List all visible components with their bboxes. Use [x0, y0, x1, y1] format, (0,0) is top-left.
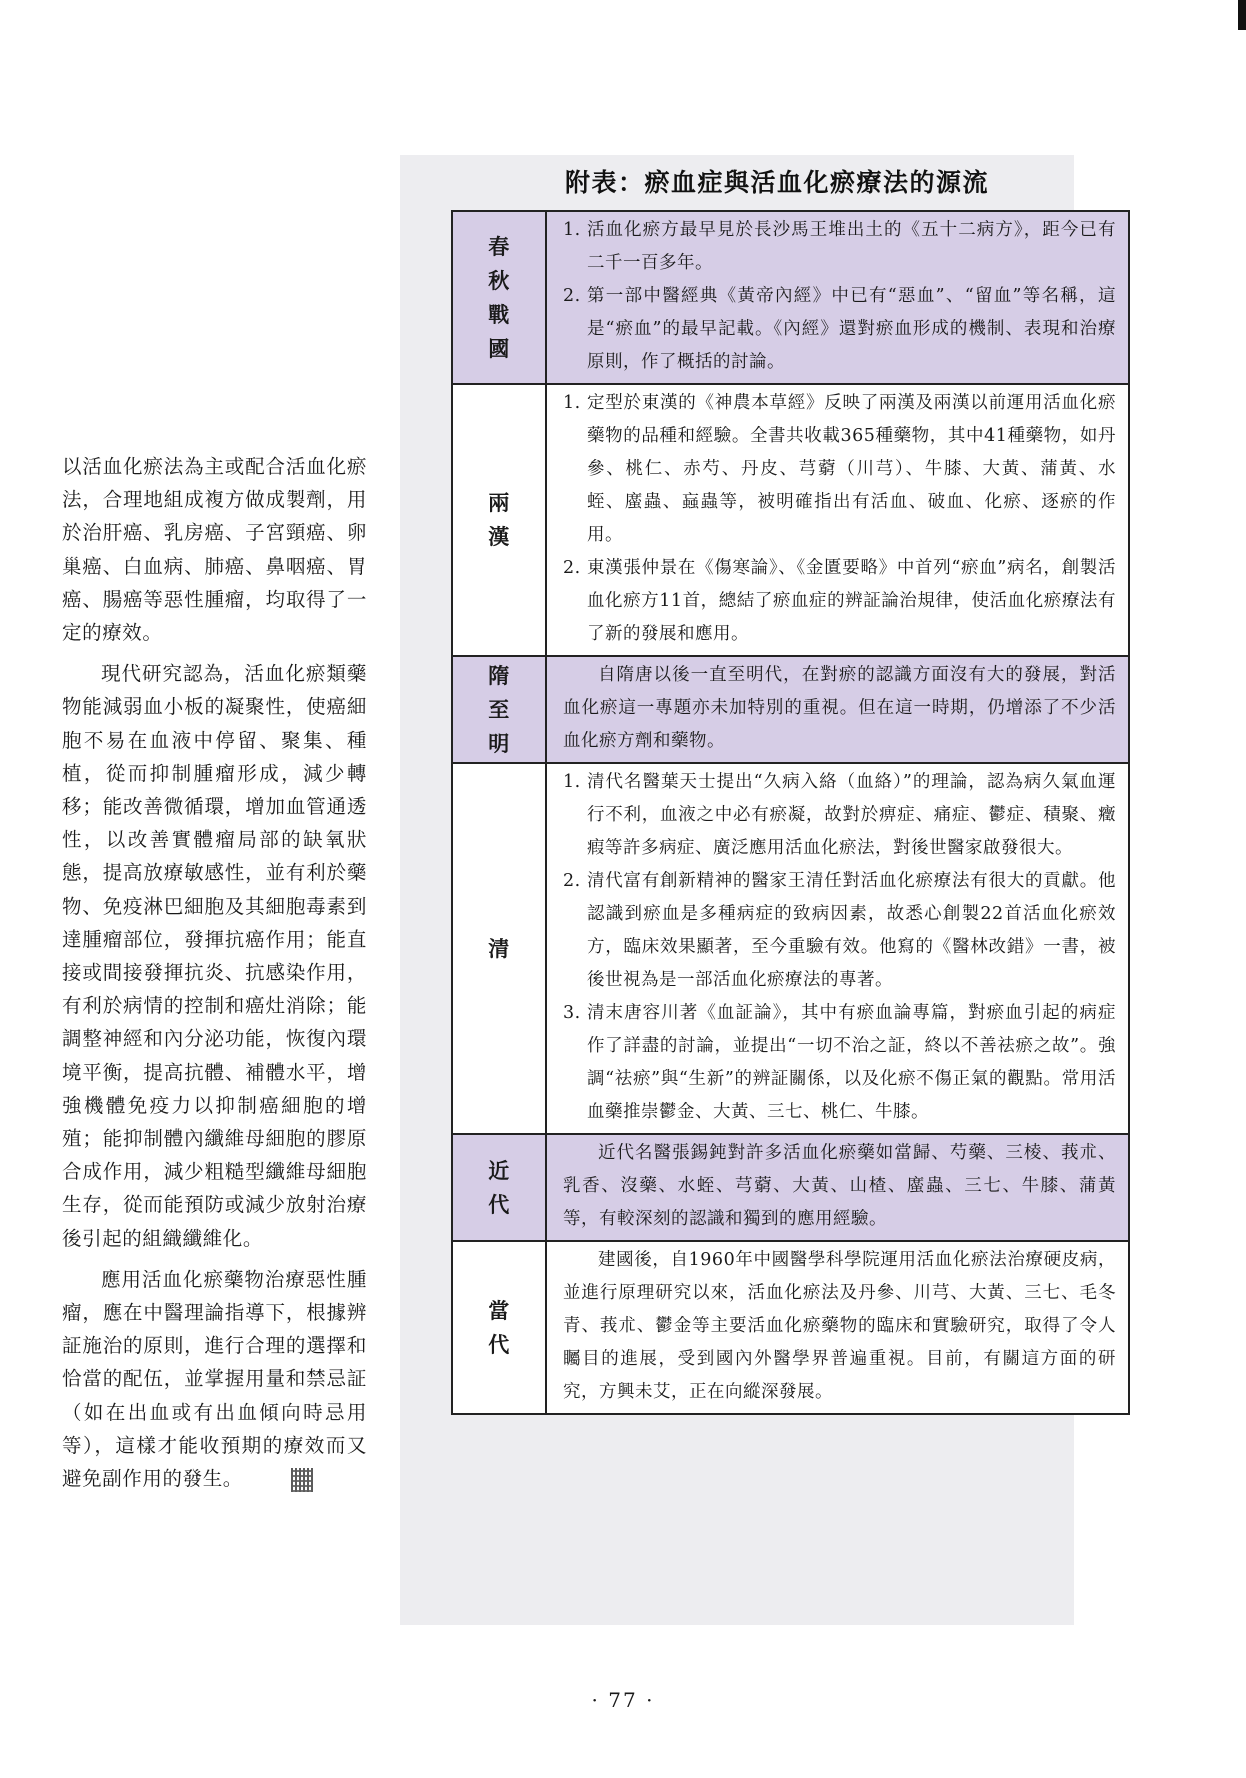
item-number: 3.	[563, 1003, 581, 1023]
page-number: · 77 ·	[591, 1688, 655, 1712]
era-char: 春	[488, 234, 510, 259]
era-char: 國	[488, 336, 510, 361]
body-paragraph-3-text: 應用活血化瘀藥物治療惡性腫瘤，應在中醫理論指導下，根據辨証施治的原則，進行合理的選擇和恰當的配伍，並掌握用量和禁忌証（如在出血或有出血傾向時忌用等），這樣才能收預期的療效而又避免副作用的發生。	[62, 1267, 367, 1491]
era-char: 明	[488, 731, 510, 756]
era-char: 至	[488, 697, 510, 722]
era-label	[452, 1134, 546, 1241]
list-item	[563, 997, 1116, 1129]
era-char: 代	[488, 1192, 510, 1217]
body-paragraph-1: 以活血化瘀法為主或配合活血化瘀法，合理地組成複方做成製劑，用於治肝癌、乳房癌、子宮頸癌、卵巢癌、白血病、肺癌、鼻咽癌、胃癌、腸癌等惡性腫瘤，均取得了一定的療效。	[62, 455, 367, 645]
item-text: 東漢張仲景在《傷寒論》、《金匱要略》中首列“瘀血”病名，創製活血化瘀方11首，總結了瘀血症的辨証論治規律，使活血化瘀療法有了新的發展和應用。	[587, 558, 1116, 644]
table-row	[452, 1134, 1129, 1241]
item-text: 活血化瘀方最早見於長沙馬王堆出土的《五十二病方》，距今已有二千一百多年。	[587, 220, 1116, 273]
era-paragraph: 自隋唐以後一直至明代，在對瘀的認識方面沒有大的發展，對活血化瘀這一專題亦未加特別的重視。但在這一時期，仍增添了不少活血化瘀方劑和藥物。	[563, 665, 1116, 751]
item-number: 2.	[563, 871, 581, 891]
item-text: 清末唐容川著《血証論》，其中有瘀血論專篇，對瘀血引起的病症作了詳盡的討論，並提出“一切不治之証，終以不善祛瘀之故”。強調“祛瘀”與“生新”的辨証關係，以及化瘀不傷正氣的觀點。常用活血藥推崇鬱金、大黃、三七、桃仁、牛膝。	[587, 1003, 1116, 1122]
body-text-column	[62, 450, 367, 1503]
item-text: 定型於東漢的《神農本草經》反映了兩漢及兩漢以前運用活血化瘀藥物的品種和經驗。全書共收載365種藥物，其中41種藥物，如丹參、桃仁、赤芍、丹皮、芎藭（川芎）、牛膝、大黃、蒲黃、水蛭、䗪蟲、蝱蟲等，被明確指出有活血、破血、化瘀、逐瘀的作用。	[587, 393, 1116, 545]
item-number: 1.	[563, 220, 581, 240]
era-char: 戰	[488, 302, 510, 327]
era-content	[546, 211, 1129, 384]
table-row	[452, 211, 1129, 384]
era-char: 兩	[488, 491, 510, 515]
era-char: 清	[488, 936, 510, 961]
era-char: 當	[488, 1298, 510, 1323]
scan-corner-mark	[1238, 0, 1246, 30]
list-item	[563, 865, 1116, 997]
era-char: 近	[488, 1158, 510, 1183]
item-text: 第一部中醫經典《黃帝內經》中已有“惡血”、“留血”等名稱，這是“瘀血”的最早記載。《內經》還對瘀血形成的機制、表現和治療原則，作了概括的討論。	[587, 286, 1116, 372]
item-number: 1.	[563, 393, 581, 413]
era-label	[452, 1241, 546, 1414]
era-label	[452, 656, 546, 763]
era-content	[546, 1241, 1129, 1414]
table-title: 附表：瘀血症與活血化瘀療法的源流	[565, 168, 990, 197]
era-char: 秋	[488, 268, 510, 293]
table-row	[452, 384, 1129, 656]
list-item	[563, 552, 1116, 651]
era-char: 隋	[488, 663, 510, 688]
item-number: 2.	[563, 286, 581, 306]
era-paragraph: 建國後，自1960年中國醫學科學院運用活血化瘀法治療硬皮病，並進行原理研究以來，活血化瘀法及丹參、川芎、大黃、三七、毛冬青、莪朮、鬱金等主要活血化瘀藥物的臨床和實驗研究，取得了令人矚目的進展，受到國內外醫學界普遍重視。目前，有關這方面的研究，方興未艾，正在向縱深發展。	[563, 1250, 1116, 1402]
list-item	[563, 766, 1116, 865]
item-text: 清代富有創新精神的醫家王清任對活血化瘀療法有很大的貢獻。他認識到瘀血是多種病症的致病因素，故悉心創製22首活血化瘀效方，臨床效果顯著，至今重驗有效。他寫的《醫林改錯》一書，被後世視為是一部活血化瘀療法的專著。	[587, 871, 1116, 990]
table-row	[452, 656, 1129, 763]
era-content	[546, 1134, 1129, 1241]
era-label	[452, 384, 546, 656]
end-of-article-icon	[291, 1468, 313, 1492]
item-number: 2.	[563, 558, 581, 578]
item-number: 1.	[563, 772, 581, 792]
era-content	[546, 384, 1129, 656]
era-content	[546, 763, 1129, 1134]
list-item	[563, 387, 1116, 552]
table-row	[452, 1241, 1129, 1414]
era-label	[452, 211, 546, 384]
body-paragraph-2: 現代研究認為，活血化瘀類藥物能減弱血小板的凝聚性，使癌細胞不易在血液中停留、聚集、種植，從而抑制腫瘤形成，減少轉移；能改善微循環，增加血管通透性，以改善實體瘤局部的缺氧狀態，提高放療敏感性，並有利於藥物、免疫淋巴細胞及其細胞毒素到達腫瘤部位，發揮抗癌作用；能直接或間接發揮抗炎、抗感染作用，有利於病情的控制和癌灶消除；能調整神經和內分泌功能，恢復內環境平衡，提高抗體、補體水平，增強機體免疫力以抑制癌細胞的增殖；能抑制體內纖維母細胞的膠原合成作用，減少粗糙型纖維母細胞生存，從而能預防或減少放射治療後引起的組織纖維化。	[62, 662, 367, 1250]
era-label	[452, 763, 546, 1134]
era-content	[546, 656, 1129, 763]
era-char: 漢	[488, 525, 510, 549]
table-row	[452, 763, 1129, 1134]
list-item	[563, 280, 1116, 379]
era-paragraph: 近代名醫張錫鈍對許多活血化瘀藥如當歸、芍藥、三棱、莪朮、乳香、沒藥、水蛭、芎藭、大黃、山楂、䗪蟲、三七、牛膝、蒲黃等，有較深刻的認識和獨到的應用經驗。	[563, 1143, 1116, 1229]
item-text: 清代名醫葉天士提出“久病入絡（血絡）”的理論，認為病久氣血運行不利，血液之中必有瘀凝，故對於痹症、痛症、鬱症、積聚、癥瘕等許多病症、廣泛應用活血化瘀法，對後世醫家啟發很大。	[587, 772, 1116, 858]
body-paragraph-3	[62, 1263, 367, 1495]
list-item	[563, 214, 1116, 280]
history-table	[451, 210, 1130, 1415]
era-char: 代	[488, 1332, 510, 1357]
